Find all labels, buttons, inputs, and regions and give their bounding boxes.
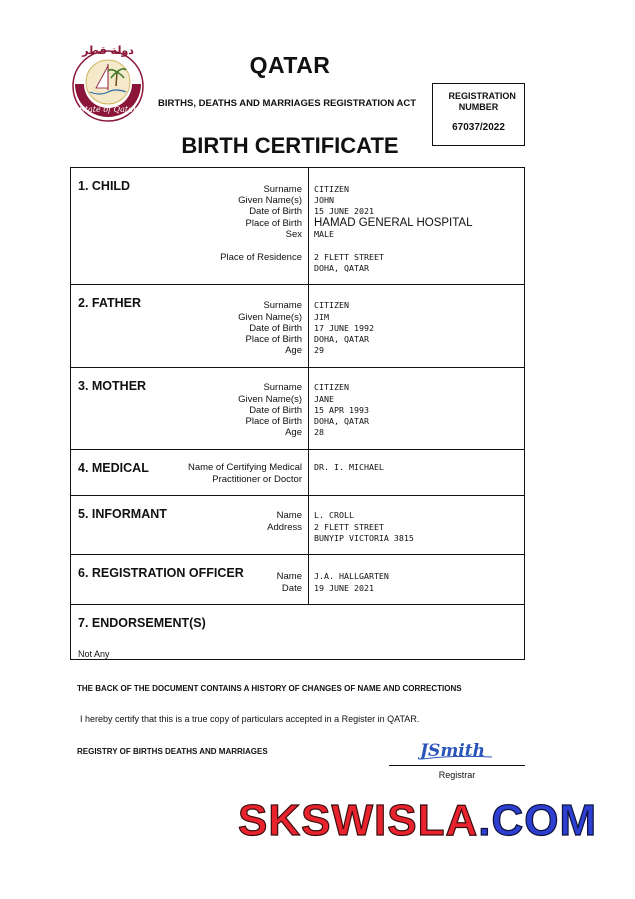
registrar-label: Registrar	[438, 770, 476, 780]
child-residence-line1: 2 FLETT STREET	[314, 252, 384, 262]
emblem-latin-text: State of Qatar	[79, 105, 137, 114]
field-label: Place of Birth	[245, 218, 302, 229]
field-label: Age	[285, 345, 302, 356]
section-endorsements	[71, 605, 524, 661]
section-title: 1. CHILD	[78, 179, 131, 193]
child-given-names: JOHN	[314, 195, 334, 205]
section-title: 4. MEDICAL	[78, 461, 149, 475]
informant-name: L. CROLL	[314, 510, 354, 520]
mother-surname: CITIZEN	[314, 382, 349, 392]
informant-address-line1: 2 FLETT STREET	[314, 522, 384, 532]
officer-name: J.A. HALLGARTEN	[314, 571, 389, 581]
document-title: BIRTH CERTIFICATE	[181, 133, 399, 158]
back-of-document-note: THE BACK OF THE DOCUMENT CONTAINS A HISTORY OF CHANGES OF NAME AND CORRECTIONS	[77, 684, 462, 693]
father-age: 29	[314, 345, 324, 355]
section-father	[71, 285, 524, 368]
child-place-of-birth: HAMAD GENERAL HOSPITAL	[314, 217, 473, 229]
certificate-table	[70, 167, 525, 660]
father-date-of-birth: 17 JUNE 1992	[314, 323, 374, 333]
watermark-part2: .COM	[478, 796, 598, 845]
father-given-names: JIM	[314, 312, 329, 322]
field-label: Sex	[285, 229, 302, 240]
field-label: Name	[276, 571, 302, 582]
signature-line	[389, 765, 525, 766]
field-label: Date	[281, 583, 302, 594]
officer-date: 19 JUNE 2021	[314, 583, 374, 593]
field-label: Given Name(s)	[238, 312, 302, 323]
informant-address-line2: BUNYIP VICTORIA 3815	[314, 533, 414, 543]
field-label: Date of Birth	[249, 206, 302, 217]
registry-name: REGISTRY OF BIRTHS DEATHS AND MARRIAGES	[77, 747, 268, 756]
section-title: 6. REGISTRATION OFFICER	[78, 566, 244, 580]
section-mother	[71, 368, 524, 450]
section-child	[71, 168, 524, 285]
emblem-arabic-text: دولة قطر	[82, 44, 134, 57]
column-divider	[308, 168, 309, 284]
mother-given-names: JANE	[314, 394, 334, 404]
father-surname: CITIZEN	[314, 300, 349, 310]
country-name: QATAR	[249, 52, 331, 78]
medical-practitioner-name: DR. I. MICHAEL	[314, 462, 384, 472]
mother-age: 28	[314, 427, 324, 437]
field-label: Date of Birth	[249, 405, 302, 416]
column-divider	[308, 450, 309, 495]
column-divider	[308, 285, 309, 367]
child-date-of-birth: 15 JUNE 2021	[314, 206, 374, 216]
column-divider	[308, 555, 309, 604]
child-residence-line2: DOHA, QATAR	[314, 263, 369, 273]
registration-number-box	[432, 83, 525, 146]
child-sex: MALE	[314, 229, 334, 239]
signature-text: JSmith	[420, 741, 485, 761]
watermark-part1: SKSWISLA	[238, 796, 479, 845]
section-title: 2. FATHER	[78, 296, 141, 310]
section-title: 5. INFORMANT	[78, 507, 167, 521]
mother-date-of-birth: 15 APR 1993	[314, 405, 369, 415]
field-label: Practitioner or Doctor	[212, 474, 302, 485]
field-label: Name of Certifying Medical	[187, 462, 302, 473]
watermark	[238, 796, 597, 846]
mother-place-of-birth: DOHA, QATAR	[314, 416, 369, 426]
section-informant	[71, 496, 524, 555]
child-surname: CITIZEN	[314, 184, 349, 194]
endorsement-text: Not Any	[78, 649, 110, 659]
section-title: 7. ENDORSEMENT(S)	[78, 616, 206, 630]
field-label: Surname	[263, 184, 302, 195]
field-label: Surname	[263, 300, 302, 311]
father-place-of-birth: DOHA, QATAR	[314, 334, 369, 344]
field-label: Address	[267, 522, 302, 533]
field-label: Surname	[263, 382, 302, 393]
field-label: Place of Birth	[245, 416, 302, 427]
section-title: 3. MOTHER	[78, 379, 147, 393]
field-label: Given Name(s)	[238, 394, 302, 405]
field-label: Given Name(s)	[238, 195, 302, 206]
registration-number-label: REGISTRATION NUMBER	[448, 91, 516, 112]
section-medical	[71, 450, 524, 496]
certification-statement: I hereby certify that this is a true copy of particulars accepted in a Register in QATAR.	[80, 714, 420, 724]
section-registration-officer	[71, 555, 524, 605]
column-divider	[308, 368, 309, 449]
registration-act: BIRTHS, DEATHS AND MARRIAGES REGISTRATION ACT	[158, 98, 417, 109]
registration-number-value: 67037/2022	[452, 122, 505, 133]
column-divider	[308, 496, 309, 554]
registrar-signature	[418, 737, 496, 765]
field-label: Place of Birth	[245, 334, 302, 345]
field-label: Name	[276, 510, 302, 521]
field-label: Place of Residence	[220, 252, 302, 263]
field-label: Date of Birth	[249, 323, 302, 334]
field-label: Age	[285, 427, 302, 438]
